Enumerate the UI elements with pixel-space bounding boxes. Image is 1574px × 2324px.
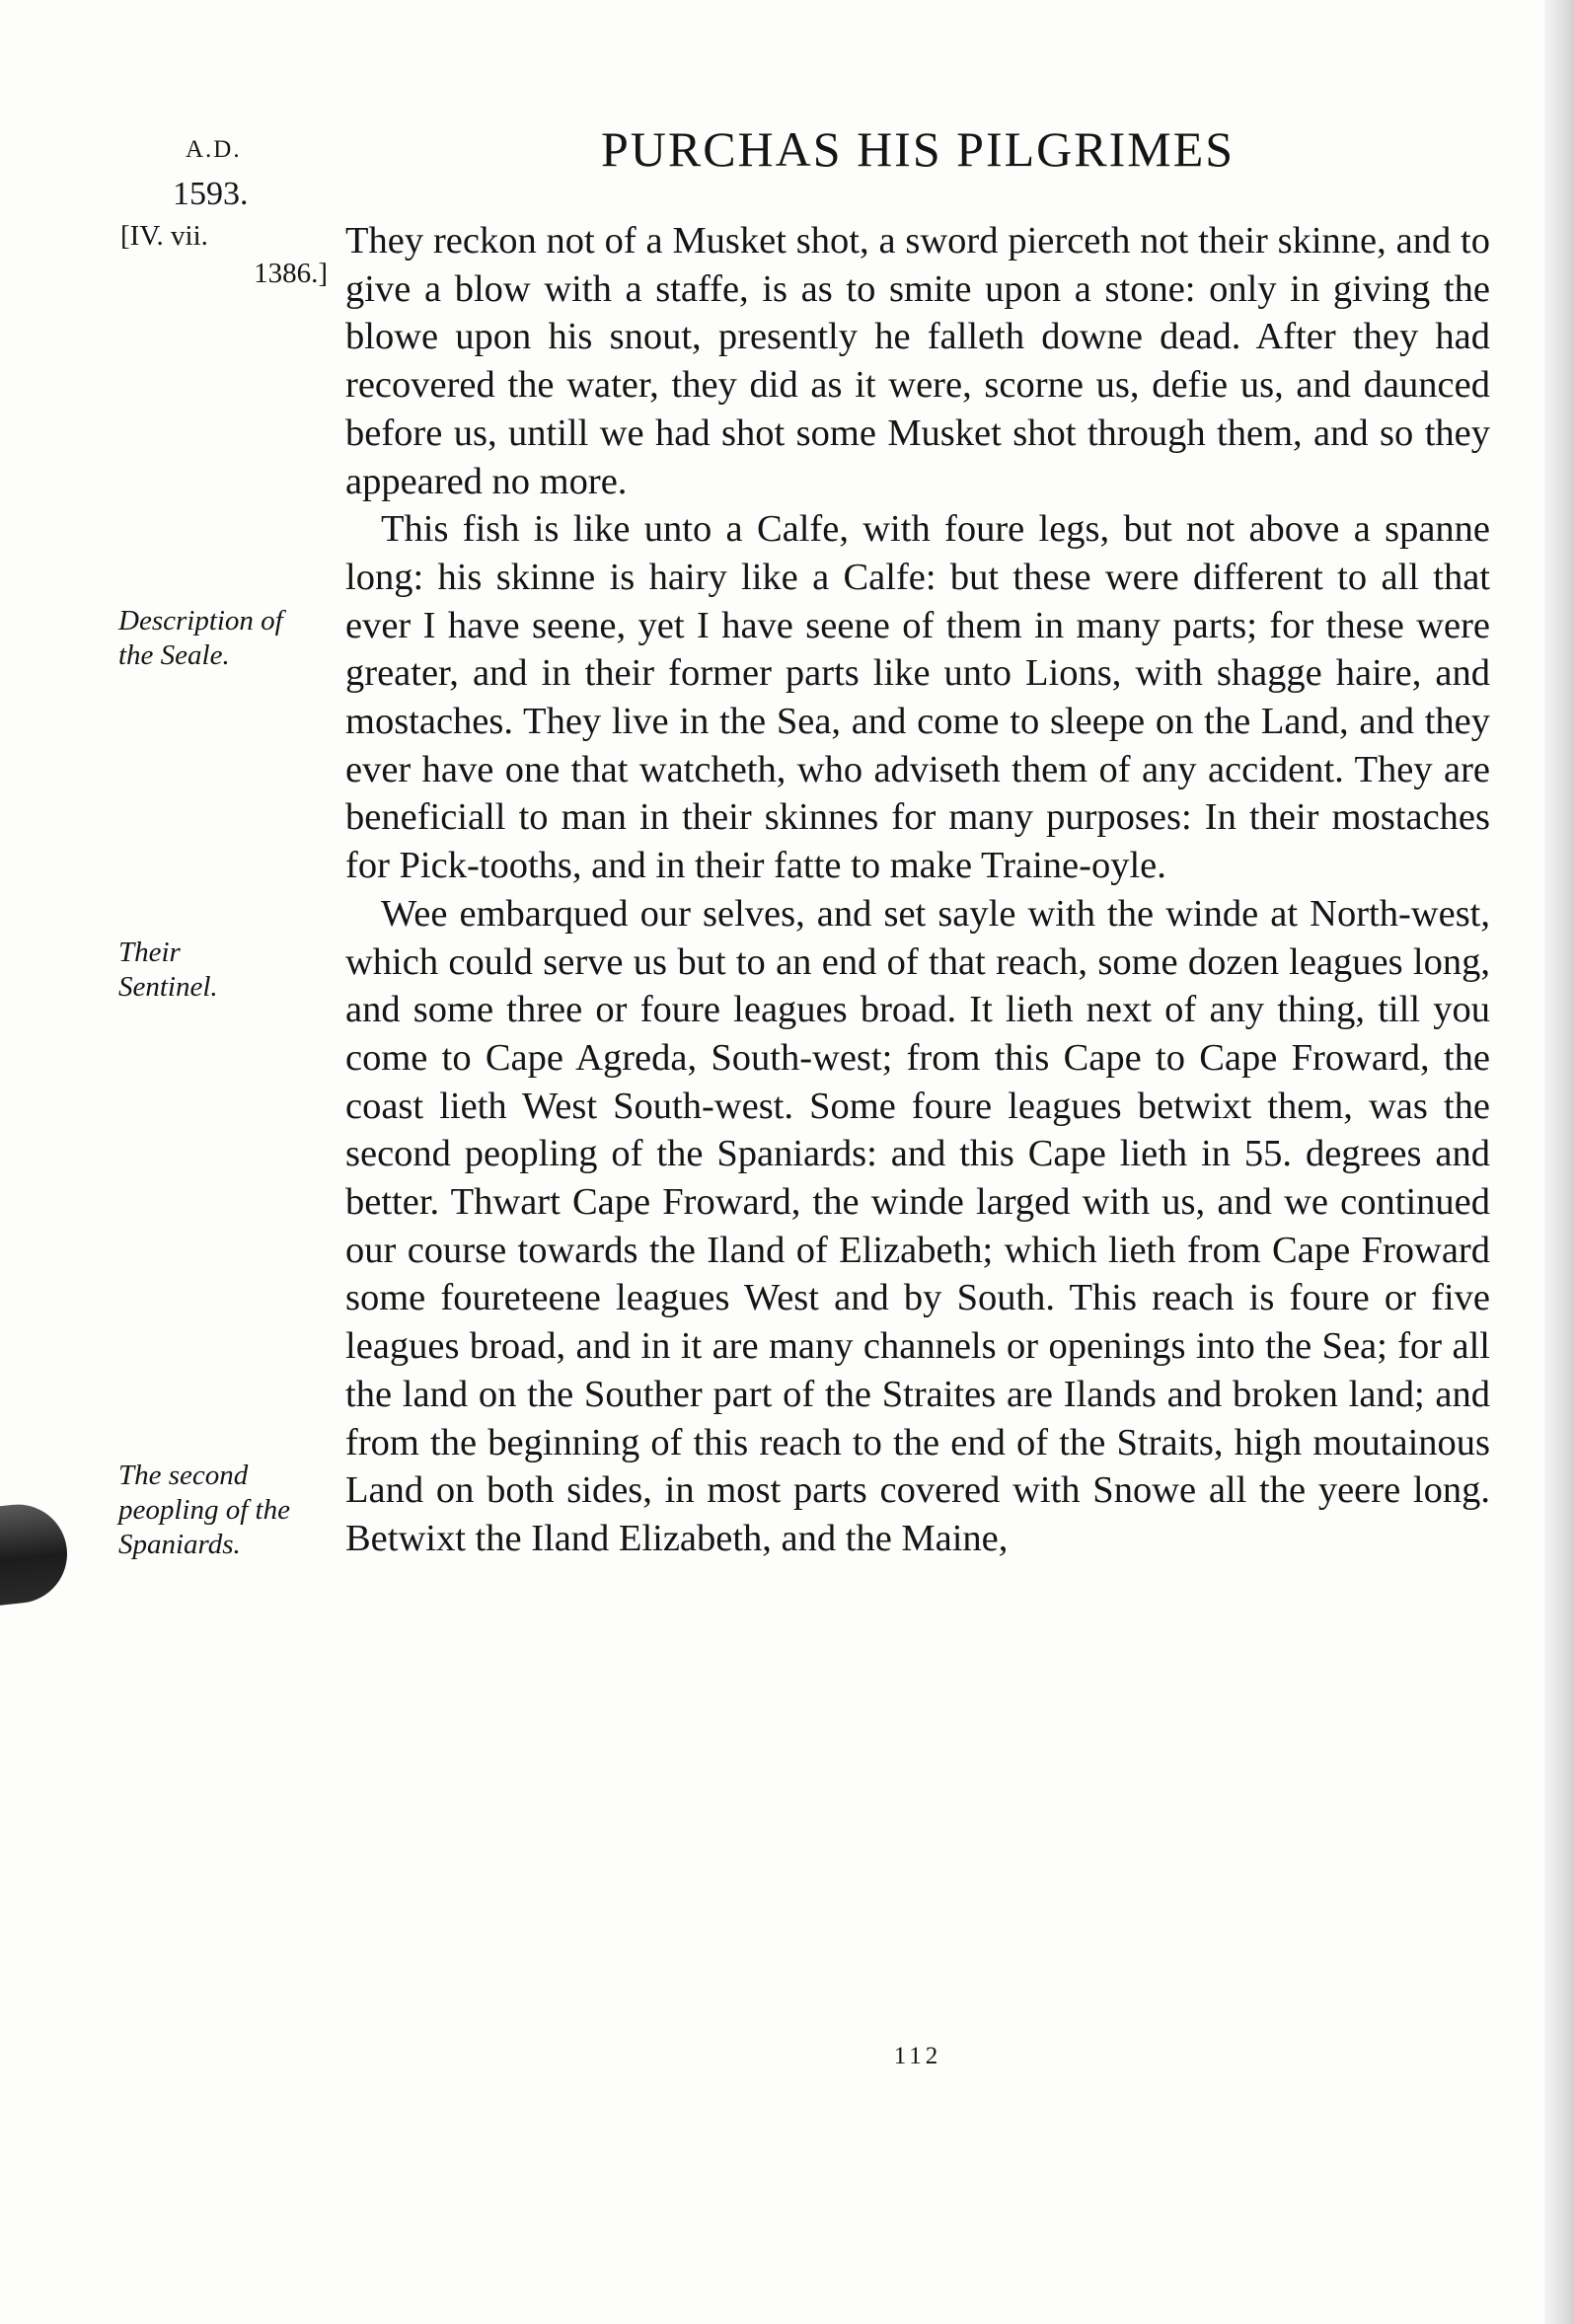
paragraph-2: This fish is like unto a Calfe, with foure legs, but not above a spanne long: his skinne is hairy like a Calfe: but these were different to all that ever I have seene, yet I have seene of them in many parts; for these were greater, and in their former parts like unto Lions, with shagge haire, and mostaches. They live in the Sea, and come to sleepe on the Land, and they ever have one that watcheth, who adviseth them of any accident. They are beneficiall to man in their skinnes for many purposes: In their mostaches for Pick-tooths, and in their fatte to make Traine-oyle. (345, 508, 1490, 887)
volume-reference-line-1: [IV. vii. (120, 220, 208, 252)
margin-note-second-peopling (118, 1459, 336, 1562)
margin-year: 1593. (173, 176, 249, 212)
margin-note-line: The second (118, 1460, 249, 1491)
margin-note-description-of-seale (118, 604, 336, 673)
margin-note-sentinel (118, 936, 336, 1005)
page-edge-shadow (1544, 0, 1574, 2324)
body-text (345, 217, 1490, 1563)
margin-note-line: Their (118, 937, 181, 968)
margin-note-line: Spaniards. (118, 1529, 241, 1560)
volume-reference (120, 217, 337, 292)
page-number: 112 (893, 2043, 942, 2069)
margin-note-line: Sentinel. (118, 971, 218, 1003)
volume-reference-line-2: 1386.] (254, 258, 328, 289)
margin-note-line: the Seale. (118, 639, 230, 671)
paragraph-3: Wee embarqued our selves, and set sayle with the winde at North-west, which could serve us but to an end of that reach, some dozen leagues long, and some three or foure leagues broad. It lieth next of any thing, till you come to Cape Agreda, South-west; from this Cape to Cape Froward, the coast lieth West South-west. Some foure leagues betwixt them, was the second peopling of the Spaniards: and this Cape lieth in 55. degrees and better. Thwart Cape Froward, the winde larged with us, and we continued our course towards the Iland of Elizabeth; which lieth from Cape Froward some foureteene leagues West and by South. This reach is foure or five leagues broad, and in it are many channels or openings into the Sea; for all the land on the Souther part of the Straites are Ilands and broken land; and from the beginning of this reach to the end of the Straits, high moutainous Land on both sides, in most parts covered with Snowe all the yeere long. Betwixt the Iland Elizabeth, and the Maine, (345, 892, 1490, 1559)
running-head: PURCHAS HIS PILGRIMES (600, 121, 1236, 177)
margin-note-line: peopling of the (118, 1494, 290, 1526)
margin-note-line: Description of (118, 605, 283, 637)
paragraph-1: They reckon not of a Musket shot, a sword pierceth not their skinne, and to give a blow with a staffe, is as to smite upon a stone: only in giving the blowe upon his snout, presently he falleth downe dead. After they had recovered the water, they did as it were, scorne us, defie us, and daunced before us, untill we had shot some Musket shot through them, and so they appeared no more. (345, 220, 1490, 502)
thumb-holding-page (0, 1500, 72, 1610)
margin-ad-label: A.D. (186, 136, 242, 163)
